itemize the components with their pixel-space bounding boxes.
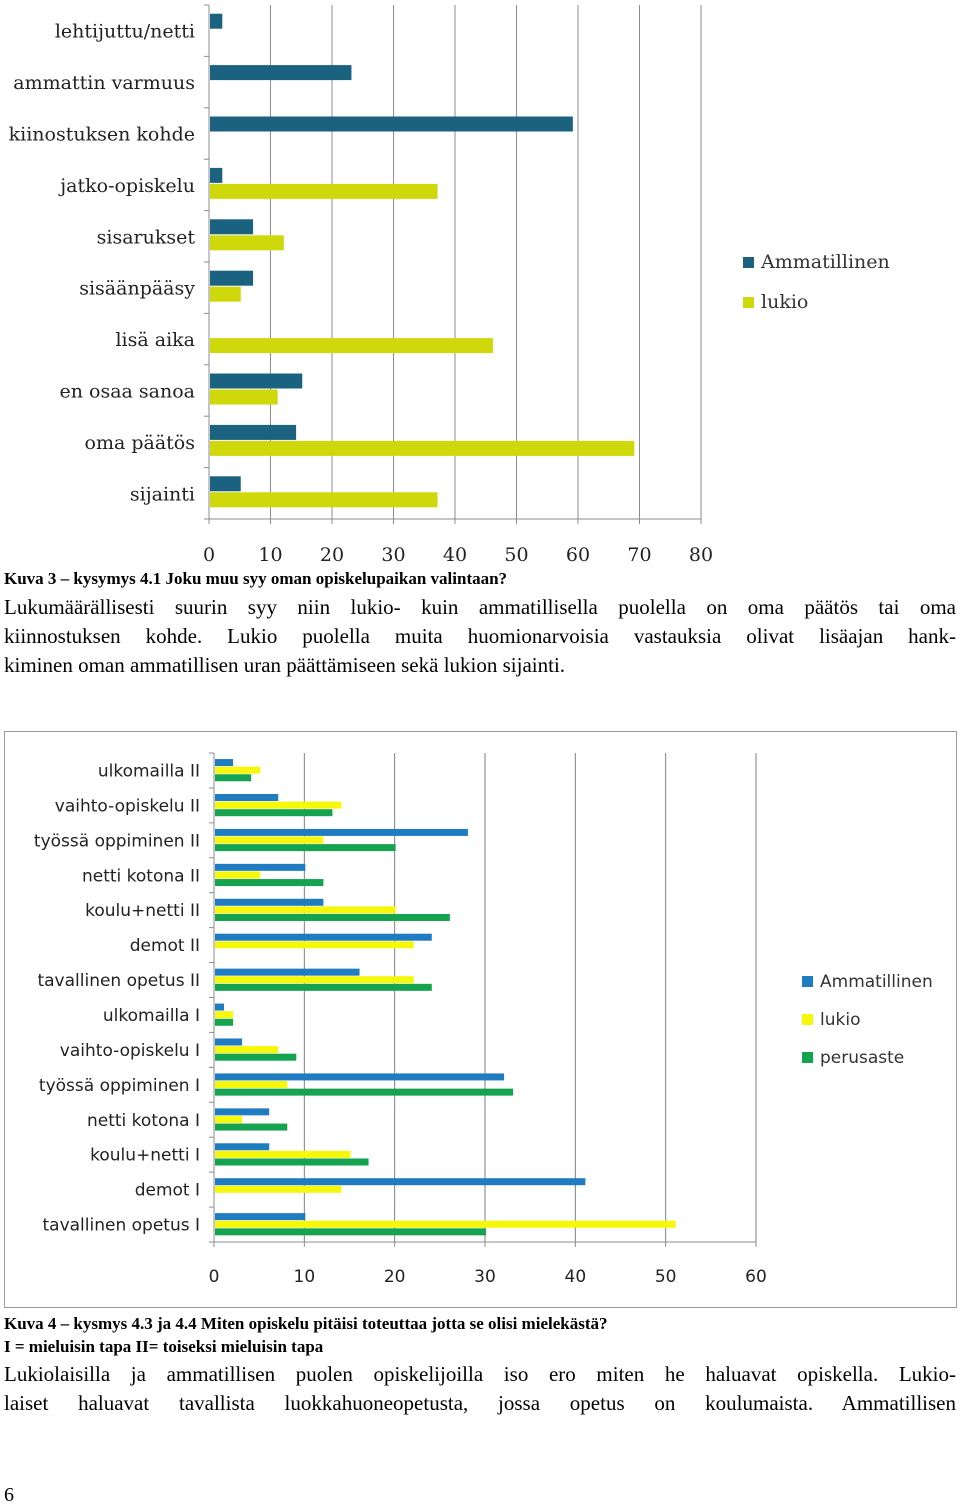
chart-2-bar: [215, 809, 332, 816]
chart-2-legend-label: lukio: [820, 1010, 861, 1030]
paragraph-1-line: Lukumäärällisesti suurin syy niin lukio- kuin ammatillisella puolella on oma päätös tai oma: [4, 595, 956, 619]
chart-1-bar: [210, 390, 278, 405]
chart-2-bar: [215, 774, 251, 781]
chart-1-x-tick-label: 0: [202, 544, 216, 566]
chart-1-bar: [210, 492, 438, 507]
chart-1-bar: [210, 338, 493, 353]
chart-2-bar: [215, 864, 305, 871]
chart-1-category-label: jatko-opiskelu: [60, 174, 195, 197]
chart-1-bar: [210, 425, 296, 440]
chart-2-x-tick-label: 60: [745, 1267, 767, 1287]
chart-1-category-label: sisäänpääsy: [79, 277, 195, 300]
chart-1-x-tick-label: 10: [258, 544, 283, 566]
chart-1-x-tick-label: 60: [565, 544, 591, 566]
chart-2-x-tick-label: 20: [383, 1267, 406, 1287]
chart-2-x-tick-label: 30: [474, 1267, 496, 1287]
chart-2-bar: [215, 1019, 233, 1026]
chart-1-x-tick-label: 80: [688, 544, 714, 566]
chart-1-legend-swatch: [743, 257, 754, 268]
paragraph-2-line: laiset haluavat tavallista luokkahuoneopetusta, jossa opetus on koulumaista. Ammatillisen: [4, 1391, 956, 1415]
chart-2-bar: [215, 829, 468, 836]
chart-1-category-label: ammattin varmuus: [13, 72, 195, 95]
chart-1-bar: [210, 476, 241, 491]
chart-1-bar: [210, 219, 253, 234]
chart-1-bar: [210, 168, 222, 183]
chart-2-bar: [215, 1228, 486, 1235]
chart-2-bar: [215, 914, 450, 921]
chart-2-bar: [215, 984, 432, 991]
chart-2-bar: [215, 1046, 278, 1053]
chart-2-bar: [215, 767, 260, 774]
chart-2-category-label: netti kotona I: [86, 1110, 200, 1131]
chart-2-bar: [215, 1004, 224, 1011]
chart-2-bar: [215, 759, 233, 766]
chart-2-bar: [215, 906, 396, 913]
chart-2-bar: [215, 941, 414, 948]
chart-1-bar: [210, 271, 253, 286]
chart-1-bar: [210, 184, 438, 199]
chart-2-legend-swatch: [802, 1014, 813, 1025]
chart-2-category-label: ulkomailla II: [97, 761, 200, 782]
chart-1-bar: [210, 287, 241, 302]
chart-2-bar: [215, 1081, 287, 1088]
chart-1-bar: [210, 14, 222, 29]
chart-2-category-label: tavallinen opetus I: [42, 1215, 200, 1236]
chart-1-bar: [210, 441, 634, 456]
chart-2-category-label: netti kotona II: [81, 866, 200, 887]
chart-2-bar: [215, 794, 278, 801]
page-number: 6: [4, 1484, 14, 1506]
chart-1-x-tick-label: 30: [381, 544, 406, 566]
chart-2-bar: [215, 1213, 305, 1220]
chart-2-x-tick-label: 50: [654, 1267, 677, 1287]
paragraph-2: [4, 1360, 956, 1418]
chart-2-bar: [215, 871, 260, 878]
chart-2-bar: [215, 899, 323, 906]
chart-1-category-label: sisarukset: [96, 226, 195, 249]
chart-1-category-label: oma päätös: [84, 431, 195, 454]
chart-2-bar: [215, 844, 396, 851]
chart-2-category-label: vaihto-opiskelu II: [54, 796, 200, 817]
chart-2-bar: [215, 934, 432, 941]
chart-2-bar: [215, 1054, 296, 1061]
chart-2-category-label: tavallinen opetus II: [37, 971, 200, 992]
chart-1: [0, 0, 960, 570]
chart-2-bar: [215, 1143, 269, 1150]
chart-2-category-label: koulu+netti I: [90, 1145, 200, 1166]
chart-2-x-tick-label: 40: [564, 1267, 587, 1287]
chart-1-legend-label: Ammatillinen: [761, 251, 890, 273]
chart-1-bar: [210, 65, 351, 80]
chart-2-bar: [215, 1158, 369, 1165]
chart-2-bar: [215, 1178, 585, 1185]
chart-2-legend-swatch: [802, 1052, 813, 1063]
chart-1-legend-label: lukio: [761, 291, 809, 313]
chart-2-x-tick-label: 10: [293, 1267, 316, 1287]
chart-2-x-tick-label: 0: [208, 1267, 220, 1287]
chart-2-bar: [215, 1089, 513, 1096]
chart-2-category-label: työssä oppiminen II: [33, 831, 200, 852]
chart-1-bar: [210, 374, 302, 389]
chart-2-bar: [215, 879, 323, 886]
chart-2-bar: [215, 1124, 287, 1131]
chart-1-category-label: lehtijuttu/netti: [54, 20, 195, 43]
chart-2-legend-label: perusaste: [820, 1048, 905, 1068]
chart-2-bar: [215, 969, 360, 976]
chart-1-bar: [210, 117, 573, 132]
chart-1-x-tick-label: 40: [442, 544, 468, 566]
chart-2-category-label: koulu+netti II: [85, 901, 200, 922]
chart-2-category-label: ulkomailla I: [102, 1005, 200, 1026]
chart-2-bar: [215, 1116, 242, 1123]
chart-2-bar: [215, 1151, 351, 1158]
chart-1-x-tick-label: 50: [504, 544, 529, 566]
chart-1-category-label: sijainti: [129, 483, 195, 506]
chart-1-x-tick-label: 70: [627, 544, 652, 566]
figure-caption-2-legend-note: I = mieluisin tapa II= toiseksi mieluisin tapa: [4, 1337, 324, 1356]
chart-2-legend-label: Ammatillinen: [820, 972, 933, 992]
chart-2-bar: [215, 1221, 676, 1228]
chart-2-bar: [215, 837, 323, 844]
chart-2-category-label: työssä oppiminen I: [38, 1075, 200, 1096]
chart-2-bar: [215, 1073, 504, 1080]
chart-2-bar: [215, 976, 414, 983]
chart-2-category-label: demot II: [129, 936, 200, 957]
chart-2-category-label: demot I: [134, 1180, 200, 1201]
chart-1-bar: [210, 235, 284, 250]
chart-2-bar: [215, 802, 341, 809]
chart-2-bar: [215, 1108, 269, 1115]
paragraph-1-line: kiminen oman ammatillisen uran päättämiseen sekä lukion sijainti.: [4, 653, 566, 677]
paragraph-1-line: kiinnostuksen kohde. Lukio puolella muita huomionarvoisia vastauksia olivat lisäajan hank-: [4, 624, 956, 648]
figure-caption-1: Kuva 3 – kysymys 4.1 Joku muu syy oman opiskelupaikan valintaan?: [4, 569, 508, 588]
chart-2-legend-swatch: [802, 976, 813, 987]
paragraph-2-line: Lukiolaisilla ja ammatillisen puolen opiskelijoilla iso ero miten he haluavat opiskella. Lukio-: [4, 1362, 956, 1386]
chart-1-category-label: lisä aika: [115, 329, 195, 352]
paragraph-1: [4, 593, 956, 680]
chart-2-bar: [215, 1011, 233, 1018]
figure-caption-2: Kuva 4 – kysmys 4.3 ja 4.4 Miten opiskelu pitäisi toteuttaa jotta se olisi mielekästä?: [4, 1314, 608, 1333]
chart-2-category-label: vaihto-opiskelu I: [59, 1040, 200, 1061]
chart-2-bar: [215, 1186, 341, 1193]
chart-1-category-label: kiinostuksen kohde: [8, 123, 195, 146]
chart-2-bar: [215, 1038, 242, 1045]
chart-1-legend-swatch: [743, 297, 754, 308]
chart-2: [0, 730, 960, 1310]
chart-1-category-label: en osaa sanoa: [59, 380, 195, 403]
chart-1-x-tick-label: 20: [319, 544, 345, 566]
